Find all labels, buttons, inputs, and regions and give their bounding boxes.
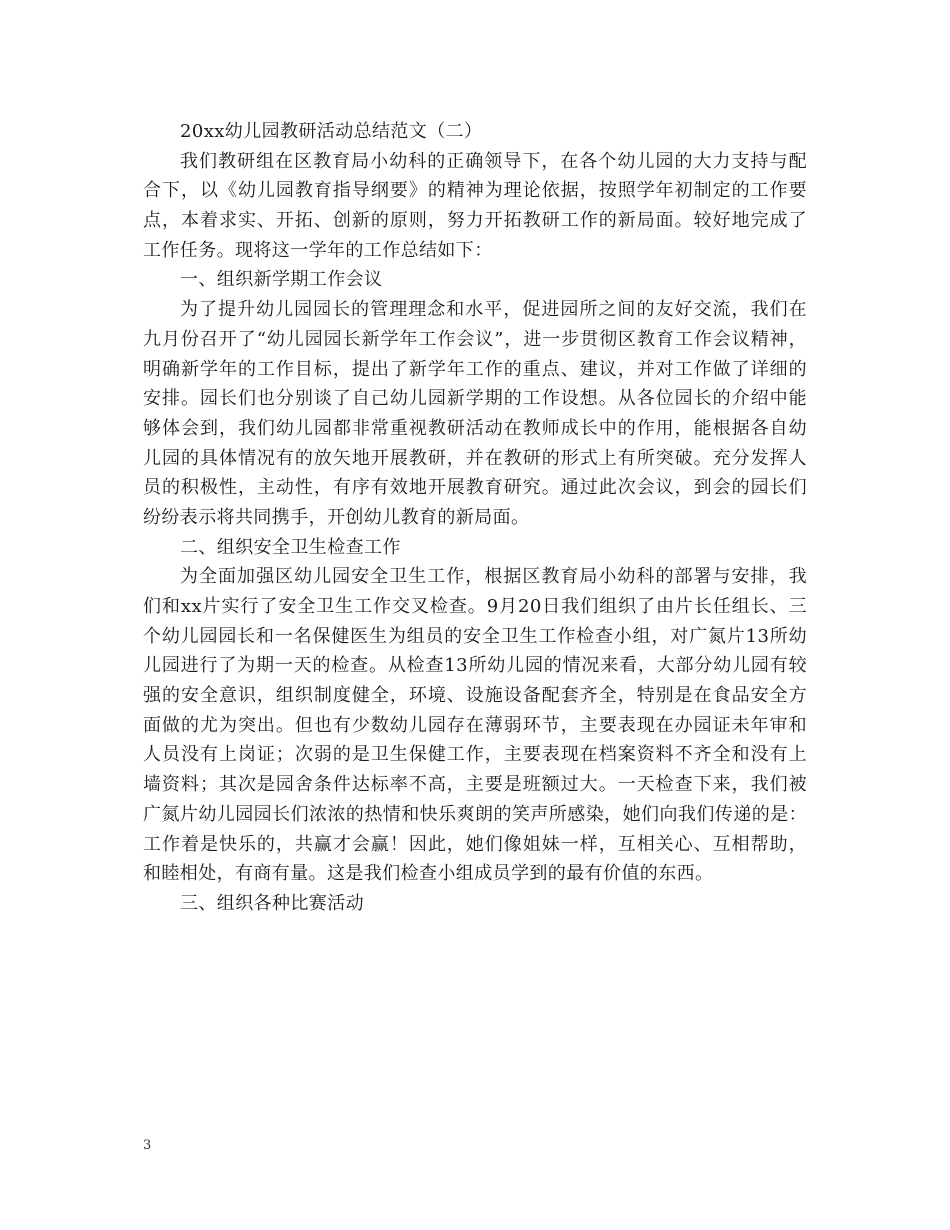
paragraph-line: 我们教研组在区教育局小幼科的正确领导下，在各个幼儿园的大力支持与配	[180, 150, 807, 172]
paragraph-line: 和睦相处，有商有量。这是我们检查小组成员学到的最有价值的东西。	[143, 863, 714, 885]
paragraph-line: 们和xx片实行了安全卫生工作交叉检查。9月20日我们组织了由片长任组长、三	[143, 596, 807, 617]
paragraph-line: 墙资料；其次是园舍条件达标率不高，主要是班额过大。一天检查下来，我们被	[143, 774, 807, 796]
page-number: 3	[143, 1138, 152, 1153]
paragraph-line: 为全面加强区幼儿园安全卫生工作，根据区教育局小幼科的部署与安排，我	[180, 566, 807, 588]
paragraph-line: 儿园进行了为期一天的检查。从检查13所幼儿园的情况来看，大部分幼儿园有较	[143, 655, 807, 677]
paragraph-line: 个幼儿园园长和一名保健医生为组员的安全卫生工作检查小组，对广氮片13所幼	[143, 625, 807, 647]
section-heading-2: 二、组织安全卫生检查工作	[180, 536, 401, 558]
paragraph-line: 强的安全意识，组织制度健全，环境、设施设备配套齐全，特别是在食品安全方	[143, 685, 807, 707]
paragraph-line: 安排。园长们也分别谈了自己幼儿园新学期的工作设想。从各位园长的介绍中能	[143, 388, 807, 410]
document-title: 20xx幼儿园教研活动总结范文（二）	[180, 121, 483, 142]
paragraph-line: 为了提升幼儿园园长的管理理念和水平，促进园所之间的友好交流，我们在	[180, 299, 807, 321]
paragraph-line: 明确新学年的工作目标，提出了新学年工作的重点、建议，并对工作做了详细的	[143, 358, 807, 380]
document-body	[143, 117, 807, 919]
paragraph-line: 点，本着求实、开拓、创新的原则，努力开拓教研工作的新局面。较好地完成了	[143, 210, 807, 232]
section-heading-1: 一、组织新学期工作会议	[180, 269, 383, 291]
paragraph-line: 人员没有上岗证；次弱的是卫生保健工作，主要表现在档案资料不齐全和没有上	[143, 744, 807, 766]
paragraph-line: 够体会到，我们幼儿园都非常重视教研活动在教师成长中的作用，能根据各自幼	[143, 417, 807, 439]
paragraph-line: 儿园的具体情况有的放矢地开展教研，并在教研的形式上有所突破。充分发挥人	[143, 447, 807, 469]
section-heading-3: 三、组织各种比赛活动	[180, 892, 364, 914]
paragraph-line: 面做的尤为突出。但也有少数幼儿园存在薄弱环节，主要表现在办园证未年审和	[143, 714, 807, 736]
paragraph-line: 合下，以《幼儿园教育指导纲要》的精神为理论依据，按照学年初制定的工作要	[143, 180, 807, 202]
paragraph-line: 纷纷表示将共同携手，开创幼儿教育的新局面。	[143, 506, 530, 528]
paragraph-line: 工作任务。现将这一学年的工作总结如下：	[143, 239, 493, 261]
paragraph-line: 工作着是快乐的，共赢才会赢！因此，她们像姐妹一样，互相关心、互相帮助，	[143, 833, 807, 855]
paragraph-line: 九月份召开了“幼儿园园长新学年工作会议”，进一步贯彻区教育工作会议精神，	[143, 328, 807, 350]
paragraph-line: 广氮片幼儿园园长们浓浓的热情和快乐爽朗的笑声所感染，她们向我们传递的是：	[143, 803, 807, 825]
paragraph-line: 员的积极性，主动性，有序有效地开展教育研究。通过此次会议，到会的园长们	[143, 477, 807, 499]
